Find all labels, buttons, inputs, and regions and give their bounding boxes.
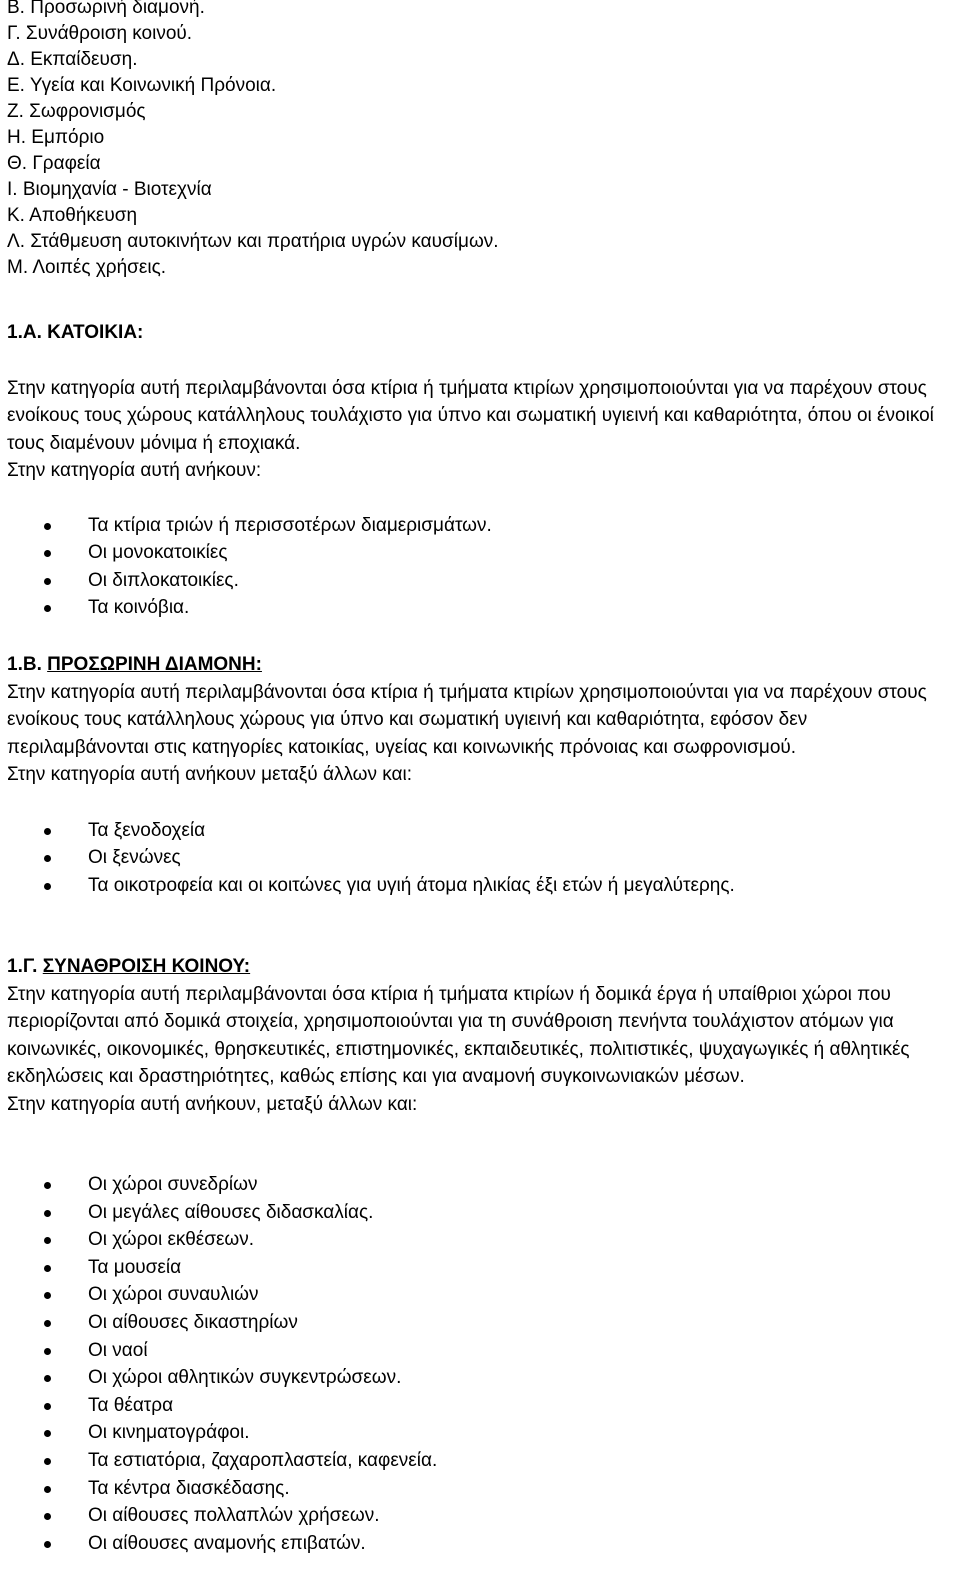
section-heading: [7, 319, 952, 347]
section-prosorini-diamoni: [7, 651, 952, 899]
list-item: Οι χώροι αθλητικών συγκεντρώσεων.: [7, 1364, 952, 1392]
category-item: Ε. Υγεία και Κοινωνική Πρόνοια.: [7, 75, 277, 96]
section-body: Στην κατηγορία αυτή περιλαμβάνονται όσα κτίρια ή τμήματα κτιρίων χρησιμοποιούνται για να παρέχουν στους ενοίκους τους κατάλληλους χώρους για ύπνο και σωματική υγιεινή και καθαριότητα, εφόσον δεν περιλαμβάνονται στις κατηγορίες κατοικίας, υγείας και κοινωνικής πρόνοιας και σωφρονισμού.: [7, 681, 927, 758]
section-body: Στην κατηγορία αυτή περιλαμβάνονται όσα κτίρια ή τμήματα κτιρίων ή δομικά έργα ή υπαίθριοι χώροι που περιορίζονται από δομικά στοιχεία, χρησιμοποιούνται για τη συνάθροιση πενήντα τουλάχιστον ατόμων για κοινωνικές, οικονομικές, θρησκευτικές, επιστημονικές, εκπαιδευτικές, πολιτιστικές, ψυχαγωγικές ή αθλητικές εκδηλώσεις και δραστηριότητες, καθώς επίσης και για αναμονή συγκοινωνιακών μέσων.: [7, 983, 910, 1087]
list-item: Οι ξενώνες: [7, 844, 952, 872]
list-item: Τα θέατρα: [7, 1392, 952, 1420]
list-item: Τα κοινόβια.: [7, 594, 952, 622]
category-item: Μ. Λοιπές χρήσεις.: [7, 257, 167, 278]
list-item: Οι διπλοκατοικίες.: [7, 567, 952, 595]
bullet-list: [7, 817, 952, 900]
list-item: Οι χώροι συνεδρίων: [7, 1171, 952, 1199]
list-item: Τα εστιατόρια, ζαχαροπλαστεία, καφενεία.: [7, 1447, 952, 1475]
section-prefix: 1.Β.: [7, 654, 42, 675]
category-item: Κ. Αποθήκευση: [7, 205, 138, 226]
bullet-list: [7, 512, 952, 622]
list-item: Οι αίθουσες αναμονής επιβατών.: [7, 1530, 952, 1558]
list-item: Τα μουσεία: [7, 1254, 952, 1282]
category-item: Ι. Βιομηχανία - Βιοτεχνία: [7, 179, 212, 200]
list-item: Οι αίθουσες δικαστηρίων: [7, 1309, 952, 1337]
category-item: Θ. Γραφεία: [7, 153, 101, 174]
section-synathroisi-koinou: [7, 953, 952, 1557]
section-heading: [7, 953, 952, 981]
category-item: Ζ. Σωφρονισμός: [7, 101, 146, 122]
section-heading: [7, 651, 952, 679]
list-item: Οι αίθουσες πολλαπλών χρήσεων.: [7, 1502, 952, 1530]
list-item: Τα κέντρα διασκέδασης.: [7, 1475, 952, 1503]
list-item: Τα κτίρια τριών ή περισσοτέρων διαμερισμάτων.: [7, 512, 952, 540]
category-item: Λ. Στάθμευση αυτοκινήτων και πρατήρια υγρών καυσίμων.: [7, 231, 499, 252]
list-item: Τα ξενοδοχεία: [7, 817, 952, 845]
bullet-list: [7, 1171, 952, 1557]
list-item: Οι ναοί: [7, 1337, 952, 1365]
section-intro: Στην κατηγορία αυτή ανήκουν, μεταξύ άλλων και:: [7, 1093, 418, 1115]
section-title: ΣΥΝΑΘΡΟΙΣΗ ΚΟΙΝΟΥ:: [42, 956, 251, 977]
category-item: Β. Προσωρινή διαμονή.: [7, 0, 205, 18]
list-item: Οι μονοκατοικίες: [7, 539, 952, 567]
category-item: Δ. Εκπαίδευση.: [7, 49, 138, 70]
section-intro: Στην κατηγορία αυτή ανήκουν μεταξύ άλλων και:: [7, 764, 413, 785]
category-item: Γ. Συνάθροιση κοινού.: [7, 23, 193, 44]
list-item: Οι χώροι εκθέσεων.: [7, 1226, 952, 1254]
section-body: Στην κατηγορία αυτή περιλαμβάνονται όσα κτίρια ή τμήματα κτιρίων χρησιμοποιούνται για να παρέχουν στους ενοίκους τους χώρους κατάλληλους τουλάχιστο για ύπνο και σωματική υγιεινή και καθαριότητα, όπου οι ένοικοί τους διαμένουν μόνιμα ή εποχιακά.: [7, 377, 934, 454]
list-item: Οι κινηματογράφοι.: [7, 1419, 952, 1447]
section-intro: Στην κατηγορία αυτή ανήκουν:: [7, 460, 262, 481]
section-title: ΚΑΤΟΙΚΙΑ:: [47, 322, 144, 343]
section-prefix: 1.Α.: [7, 322, 42, 343]
category-item: Η. Εμπόριο: [7, 127, 105, 148]
category-list: [7, 0, 499, 281]
list-item: Τα οικοτροφεία και οι κοιτώνες για υγιή άτομα ηλικίας έξι ετών ή μεγαλύτερης.: [7, 872, 952, 900]
section-katoikia: [7, 319, 952, 622]
section-title: ΠΡΟΣΩΡΙΝΗ ΔΙΑΜΟΝΗ:: [47, 654, 262, 675]
list-item: Οι χώροι συναυλιών: [7, 1281, 952, 1309]
section-prefix: 1.Γ.: [7, 956, 38, 977]
list-item: Οι μεγάλες αίθουσες διδασκαλίας.: [7, 1199, 952, 1227]
